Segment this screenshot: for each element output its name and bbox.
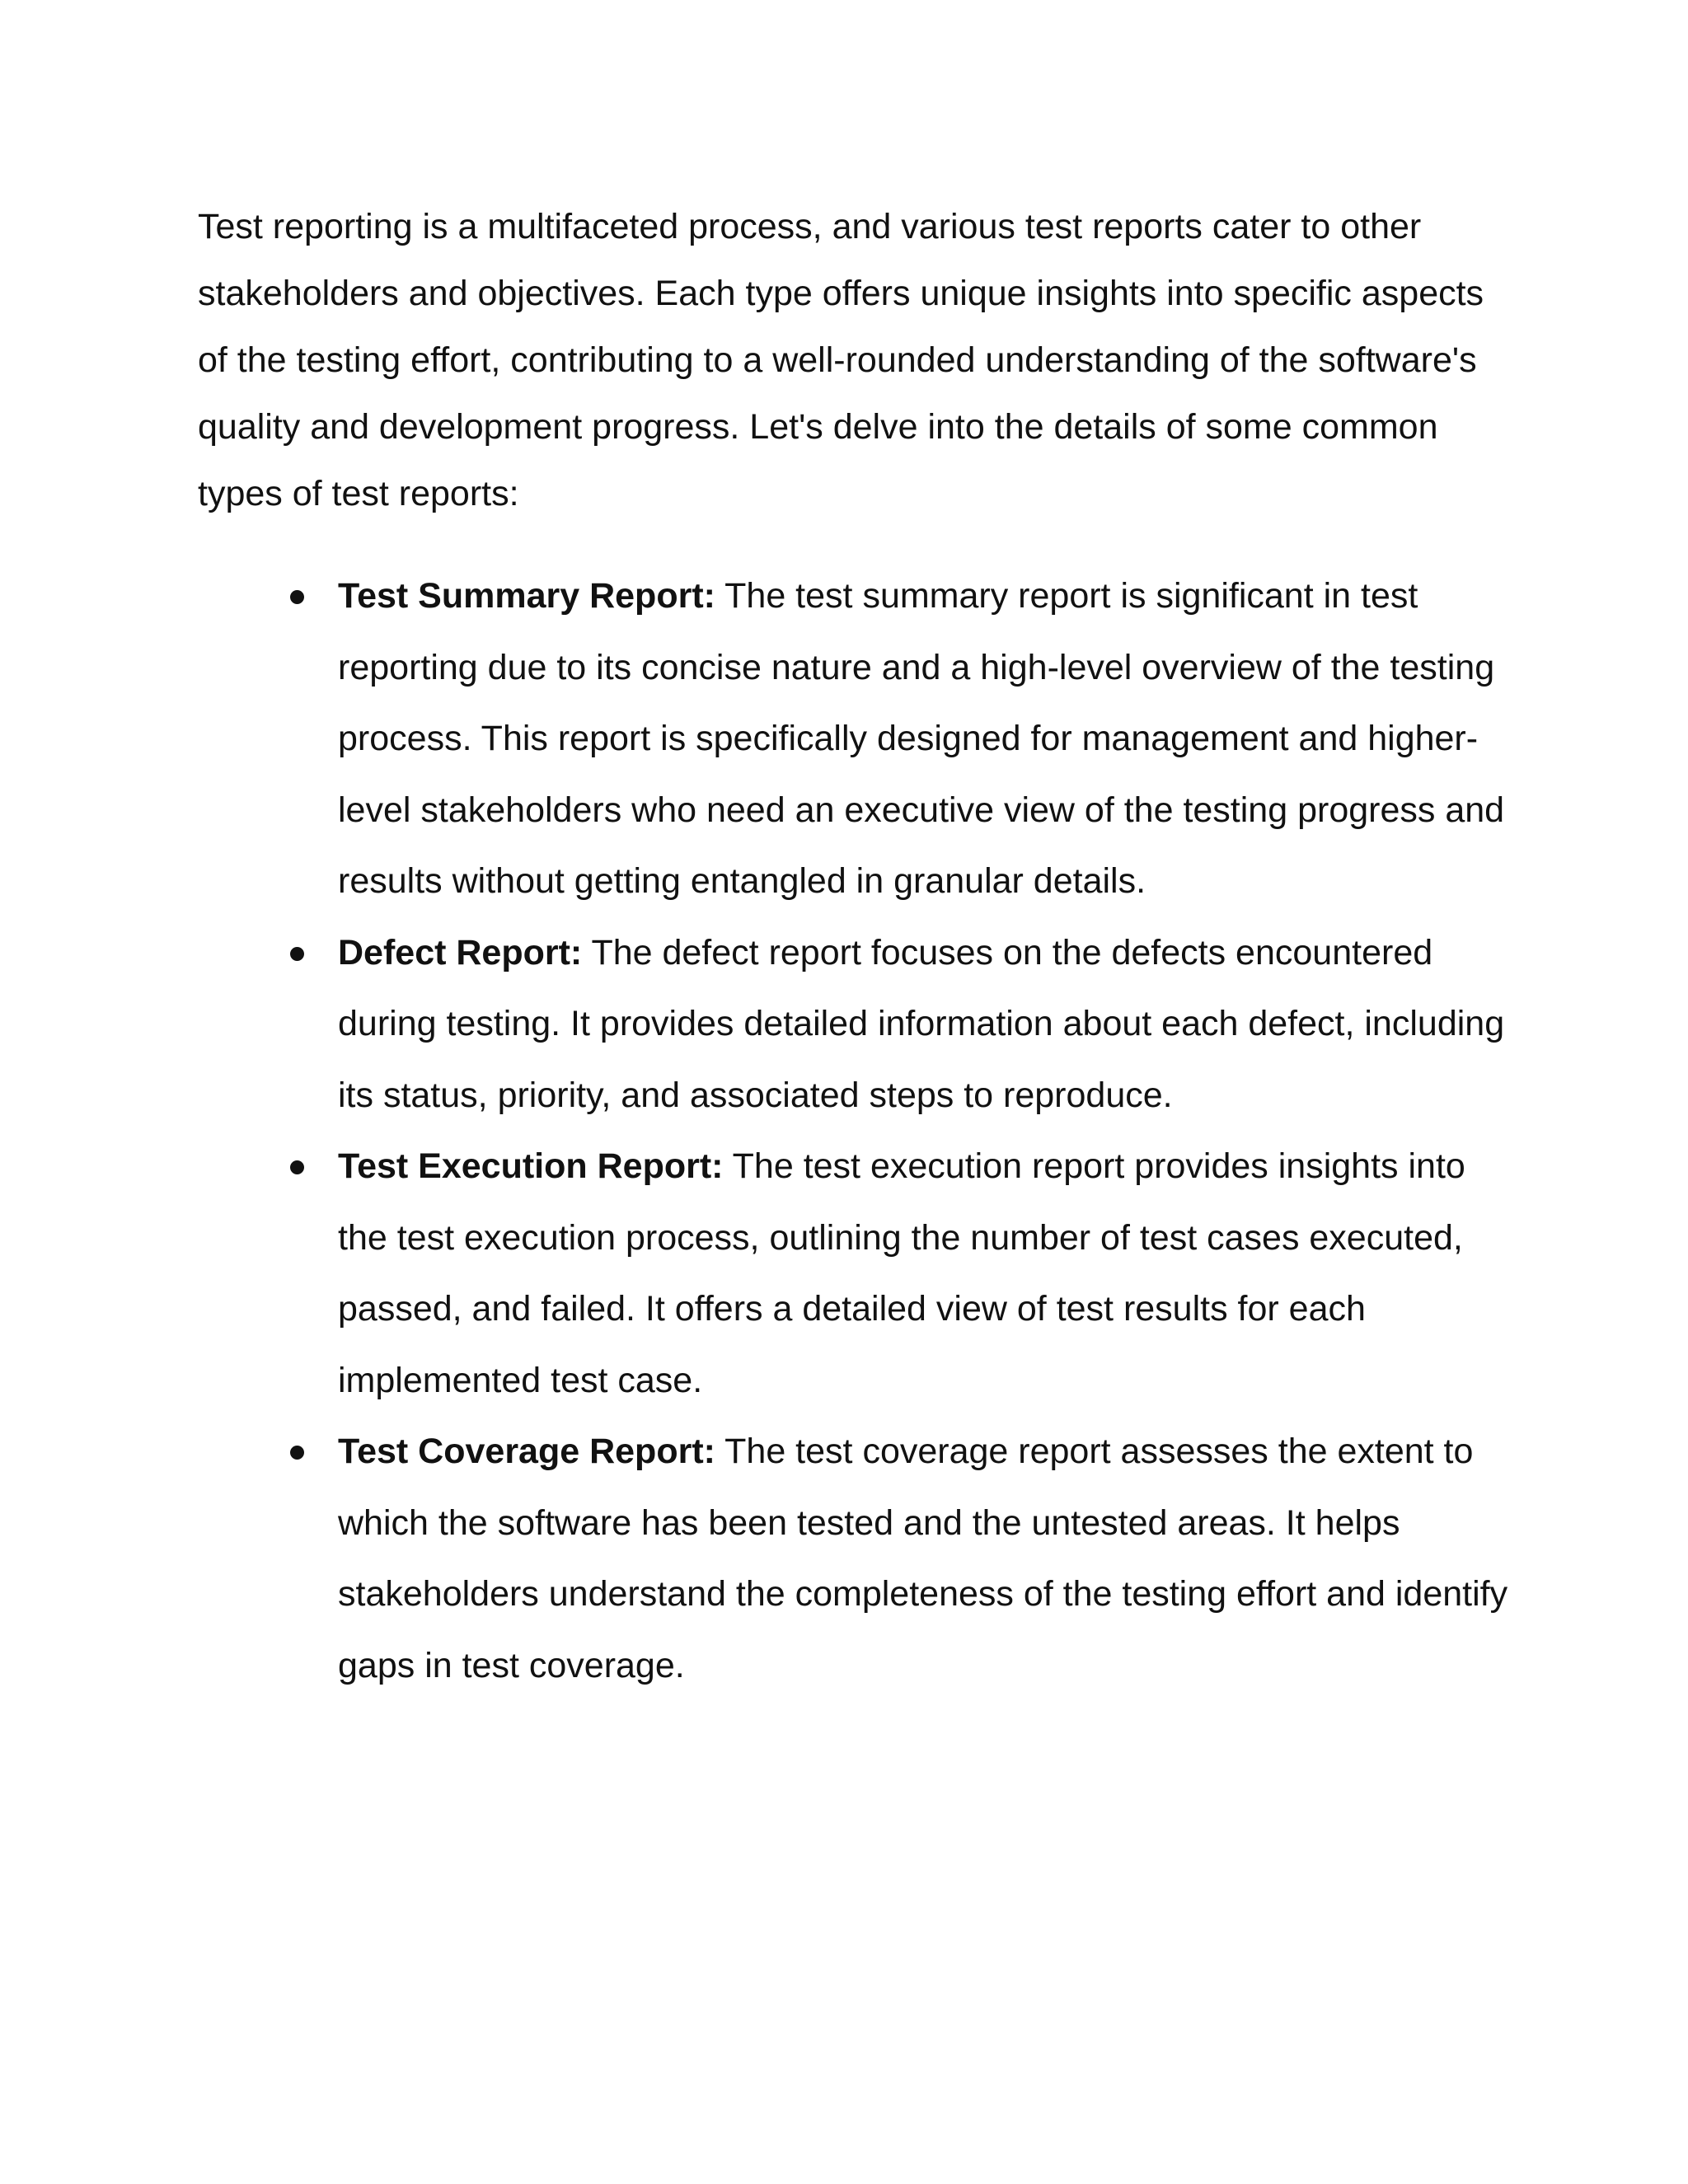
list-item-description: The defect report focuses on the defects encountered during testing. It provides detailed information about each defect, including its status, priority, and associated steps to reproduce.	[338, 932, 1505, 1115]
bullet-icon	[290, 1446, 304, 1460]
bullet-icon	[290, 1160, 304, 1174]
intro-paragraph: Test reporting is a multifaceted process, and various test reports cater to other stakeholders and objectives. Each type offers unique insights into specific aspects of the testing effort, contributing to a well-rounded understanding of the software's quality and development progress. Let's delve into the details of some common types of test reports:	[198, 207, 1484, 513]
list-item-text	[338, 1416, 1517, 1701]
list-item-text	[338, 1131, 1517, 1416]
list-item-description: The test summary report is significant in test reporting due to its concise nature and a high-level overview of the testing process. This report is specifically designed for management and higher-level stakeholders who need an executive view of the testing progress and results without getting entangled in granular details.	[338, 576, 1505, 901]
bullet-icon	[290, 590, 304, 604]
list-item-title: Test Execution Report:	[338, 1146, 724, 1186]
list-item-text	[338, 560, 1517, 917]
report-types-list	[198, 560, 1517, 1701]
list-item-title: Defect Report:	[338, 932, 583, 972]
list-item-defect-report	[198, 917, 1517, 1132]
list-item-test-summary-report	[198, 560, 1517, 917]
list-item-test-execution-report	[198, 1131, 1517, 1416]
list-item-description: The test execution report provides insights into the test execution process, outlining the number of test cases executed, passed, and failed. It offers a detailed view of test results for each implemented test case.	[338, 1146, 1465, 1400]
bullet-icon	[290, 947, 304, 961]
list-item-title: Test Summary Report:	[338, 576, 715, 616]
list-item-title: Test Coverage Report:	[338, 1432, 715, 1471]
list-item-test-coverage-report	[198, 1416, 1517, 1701]
list-item-description: The test coverage report assesses the extent to which the software has been tested and the untested areas. It helps stakeholders understand the completeness of the testing effort and identify gaps in test coverage.	[338, 1432, 1508, 1685]
list-item-text	[338, 917, 1517, 1132]
